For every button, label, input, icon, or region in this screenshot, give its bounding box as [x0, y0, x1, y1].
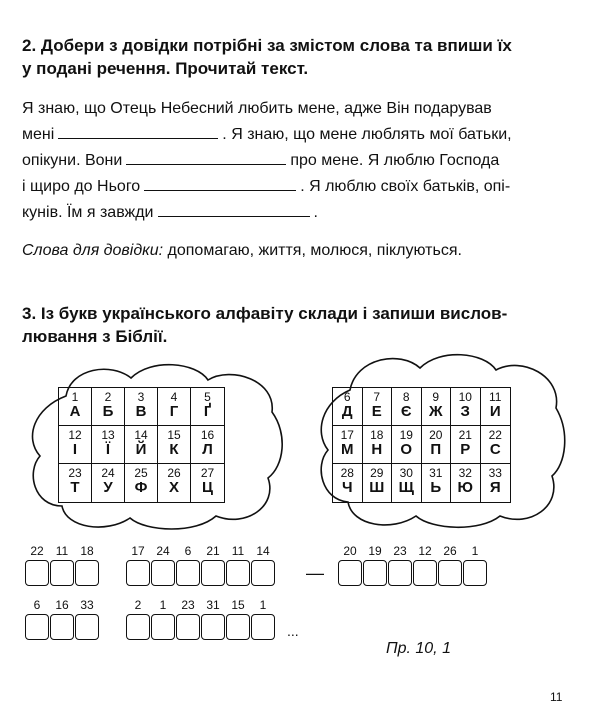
alphabet-cell [158, 388, 191, 426]
alphabet-cell [125, 464, 158, 502]
cell-number: 19 [399, 428, 413, 442]
cell-letter: Г [169, 403, 179, 420]
page-number: 11 [550, 690, 563, 704]
cell-letter: В [135, 403, 147, 420]
letter-box[interactable] [438, 560, 462, 586]
cell-letter: А [69, 403, 81, 420]
cell-number: 28 [340, 466, 354, 480]
bible-reference: Пр. 10, 1 [386, 640, 451, 657]
text-line-1: Я знаю, що Отець Небесний любить мене, адже Він подарував [22, 100, 492, 117]
letter-box[interactable] [126, 560, 150, 586]
cell-number: 27 [200, 466, 215, 480]
cell-letter: Л [202, 441, 213, 458]
cell-letter: І [72, 441, 78, 458]
alphabet-cell [422, 426, 452, 464]
cell-letter: Т [70, 479, 80, 496]
task-3-title-line-2: лювання з Біблії. [22, 327, 168, 346]
alphabet-cell [59, 388, 92, 426]
cell-letter: Н [371, 441, 383, 458]
letter-box[interactable] [388, 560, 412, 586]
alphabet-cell [451, 426, 481, 464]
letter-box[interactable] [25, 614, 49, 640]
fill-blank-3[interactable] [144, 176, 296, 191]
cell-letter: Х [168, 479, 179, 496]
cell-number: 29 [370, 466, 384, 480]
alphabet-cell [333, 464, 363, 502]
alphabet-cell [191, 464, 224, 502]
letter-box[interactable] [413, 560, 437, 586]
alphabet-cell [451, 464, 481, 502]
cell-letter: Б [102, 403, 114, 420]
cipher-number: 21 [206, 544, 220, 558]
cell-number: 18 [370, 428, 384, 442]
cipher-number: 20 [343, 544, 357, 558]
cipher-number: 11 [231, 544, 245, 558]
cell-number: 25 [134, 466, 148, 480]
cipher-number: 1 [159, 598, 167, 612]
alphabet-cell [92, 464, 125, 502]
cell-number: 12 [68, 428, 82, 442]
cell-letter: Р [460, 441, 471, 458]
cell-letter: Е [371, 403, 382, 420]
letter-box[interactable] [338, 560, 362, 586]
dictionary-line [22, 240, 462, 262]
task-2-title [22, 34, 582, 80]
cell-number: 32 [458, 466, 472, 480]
alphabet-cell [481, 426, 511, 464]
fill-blank-4[interactable] [158, 202, 310, 217]
cell-number: 23 [68, 466, 82, 480]
cipher-number: 31 [206, 598, 220, 612]
cell-number: 31 [429, 466, 443, 480]
cell-number: 8 [402, 390, 410, 404]
cipher-number: 6 [33, 598, 41, 612]
cipher-number: 2 [134, 598, 142, 612]
cell-number: 17 [340, 428, 354, 442]
text-line-2: мені . Я знаю, що мене люблять мої батьки, [22, 126, 512, 143]
letter-box[interactable] [226, 560, 250, 586]
cipher-number: 15 [231, 598, 245, 612]
letter-box[interactable] [75, 560, 99, 586]
cell-number: 24 [101, 466, 115, 480]
cell-letter: У [103, 479, 113, 496]
cell-number: 14 [134, 428, 148, 442]
cell-letter: М [341, 441, 354, 458]
cell-number: 21 [458, 428, 472, 442]
cipher-number: 6 [184, 544, 192, 558]
cipher-number: 17 [131, 544, 145, 558]
letter-box[interactable] [75, 614, 99, 640]
alphabet-cell [451, 388, 481, 426]
cell-letter: Ч [341, 479, 353, 496]
letter-box[interactable] [251, 614, 275, 640]
cell-letter: Ж [428, 403, 443, 420]
letter-box[interactable] [201, 614, 225, 640]
alphabet-cell [59, 464, 92, 502]
cell-letter: О [400, 441, 413, 458]
cell-number: 22 [488, 428, 502, 442]
letter-box[interactable] [226, 614, 250, 640]
cell-number: 11 [489, 390, 502, 404]
cipher-number: 12 [418, 544, 432, 558]
left-alphabet-table [58, 387, 225, 503]
alphabet-cell [363, 388, 393, 426]
cell-letter: Ґ [203, 403, 212, 420]
dictionary-words: допомагаю, життя, молюся, піклуються. [163, 242, 462, 259]
letter-box[interactable] [201, 560, 225, 586]
dash-separator: — [306, 563, 324, 583]
cell-letter: Я [489, 479, 501, 496]
fill-blank-1[interactable] [58, 124, 218, 139]
cell-letter: Є [400, 403, 412, 420]
cell-number: 30 [399, 466, 413, 480]
alphabet-cell [158, 426, 191, 464]
cell-number: 2 [104, 390, 112, 404]
letter-box[interactable] [251, 560, 275, 586]
cell-number: 3 [137, 390, 145, 404]
alphabet-cell [333, 426, 363, 464]
cipher-number: 26 [443, 544, 457, 558]
cell-letter: С [489, 441, 501, 458]
cell-number: 1 [71, 390, 79, 404]
alphabet-cell [422, 464, 452, 502]
letter-box[interactable] [50, 614, 74, 640]
cipher-number: 1 [259, 598, 267, 612]
fill-blank-2[interactable] [126, 150, 286, 165]
cell-letter: Ш [369, 479, 385, 496]
alphabet-cell [422, 388, 452, 426]
alphabet-cell [481, 464, 511, 502]
cell-number: 4 [170, 390, 178, 404]
letter-box[interactable] [176, 614, 200, 640]
cipher-number: 33 [80, 598, 94, 612]
cipher-number: 14 [256, 544, 270, 558]
text-line-5: кунів. Їм я завжди . [22, 204, 318, 221]
cell-number: 20 [429, 428, 443, 442]
letter-box[interactable] [50, 560, 74, 586]
cipher-number: 24 [156, 544, 170, 558]
cipher-number: 16 [55, 598, 69, 612]
cell-letter: И [489, 403, 501, 420]
alphabet-cell [125, 388, 158, 426]
cell-letter: З [460, 403, 470, 420]
letter-box[interactable] [151, 614, 175, 640]
task-2-title-line-2: у подані речення. Прочитай текст. [22, 59, 309, 78]
letter-box[interactable] [151, 560, 175, 586]
cell-number: 10 [458, 390, 472, 404]
cipher-number: 23 [181, 598, 195, 612]
cell-number: 15 [167, 428, 181, 442]
cell-letter: Ї [105, 441, 111, 458]
cell-number: 9 [432, 390, 440, 404]
cipher-number: 23 [393, 544, 407, 558]
cell-number: 5 [204, 390, 211, 404]
cipher-number: 18 [80, 544, 94, 558]
cipher-number: 1 [471, 544, 479, 558]
cell-letter: Щ [398, 479, 414, 496]
ellipsis: ... [287, 623, 299, 639]
cipher-number: 19 [368, 544, 382, 558]
alphabet-cell [191, 388, 224, 426]
alphabet-cell [191, 426, 224, 464]
cipher-number: 22 [30, 544, 44, 558]
alphabet-cell [363, 426, 393, 464]
letter-box[interactable] [25, 560, 49, 586]
alphabet-cell [392, 426, 422, 464]
alphabet-cell [481, 388, 511, 426]
task-2-text [22, 96, 582, 226]
task-3-title [22, 302, 582, 348]
cell-number: 16 [200, 428, 215, 442]
alphabet-cell [392, 464, 422, 502]
cell-letter: Ф [134, 479, 148, 496]
alphabet-cell [333, 388, 363, 426]
cell-number: 7 [373, 390, 381, 404]
alphabet-cell [92, 388, 125, 426]
cell-letter: Й [135, 441, 147, 458]
text-line-4: і щиро до Нього . Я люблю своїх батьків, опі- [22, 178, 511, 195]
letter-box[interactable] [176, 560, 200, 586]
alphabet-cell [59, 426, 92, 464]
alphabet-cell [92, 426, 125, 464]
cell-letter: Ю [457, 479, 473, 496]
alphabet-cell [158, 464, 191, 502]
cell-letter: К [169, 441, 179, 458]
cell-number: 26 [167, 466, 181, 480]
cell-letter: Ц [202, 479, 213, 496]
task-3-title-line-1: 3. Із букв українського алфавіту склади і запиши вислов- [22, 304, 508, 323]
letter-box[interactable] [463, 560, 487, 586]
alphabet-cell [125, 426, 158, 464]
alphabet-cell [363, 464, 393, 502]
task-2-title-line-1: 2. Добери з довідки потрібні за змістом слова та впиши їх [22, 36, 512, 55]
letter-box[interactable] [126, 614, 150, 640]
text-line-3: опікуни. Вони про мене. Я люблю Господа [22, 152, 500, 169]
cell-number: 13 [101, 428, 115, 442]
cell-letter: Ь [430, 479, 442, 496]
cell-letter: Д [341, 403, 353, 420]
cell-number: 6 [343, 390, 351, 404]
alphabet-cell [392, 388, 422, 426]
cell-number: 33 [488, 466, 502, 480]
letter-box[interactable] [363, 560, 387, 586]
cipher-number: 11 [55, 544, 69, 558]
cell-letter: П [430, 441, 442, 458]
dictionary-label: Слова для довідки: [22, 242, 164, 259]
right-alphabet-table [332, 387, 511, 503]
